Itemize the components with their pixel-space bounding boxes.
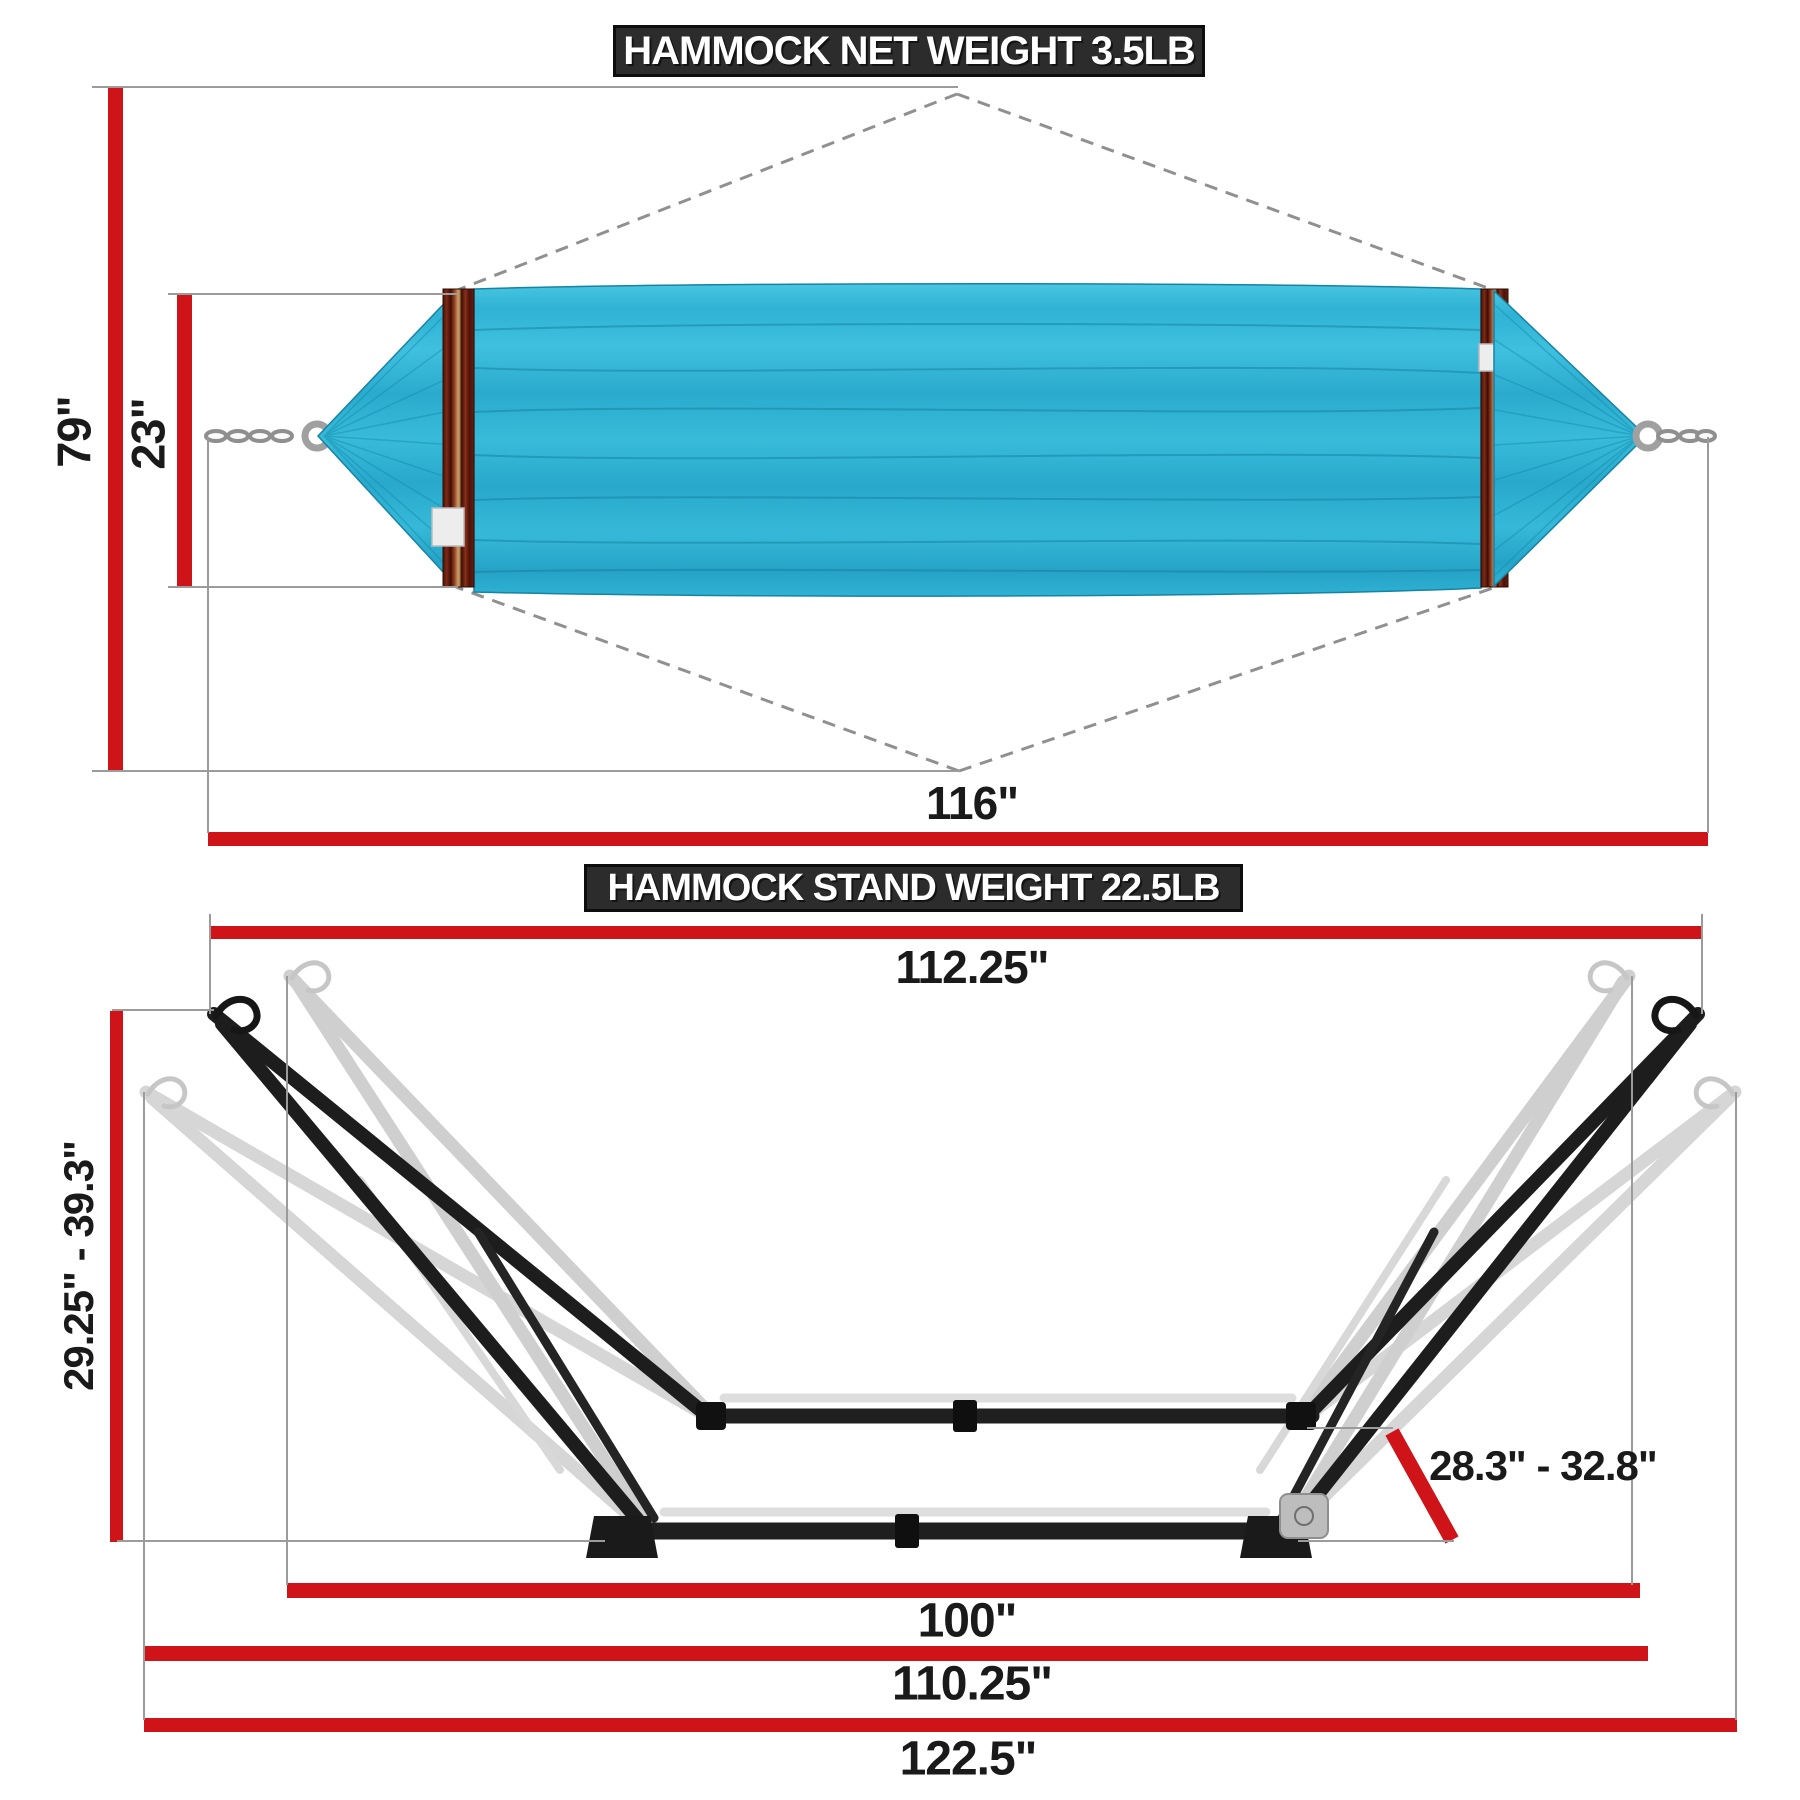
ref-line: [209, 914, 211, 1014]
ref-line: [1735, 1092, 1737, 1720]
ref-line: [1707, 437, 1709, 833]
hammock-stand-weight-title-text: HAMMOCK STAND WEIGHT 22.5LB: [607, 866, 1220, 909]
hammock-net-weight-title-text: HAMMOCK NET WEIGHT 3.5LB: [623, 28, 1195, 73]
dim-label-hook-span: 112.25": [895, 941, 1049, 993]
hammock-stand-weight-title: [584, 864, 1243, 912]
dim-label-middle-width: 110.25": [892, 1657, 1052, 1711]
ref-line: [1631, 976, 1633, 1585]
dim-label-inner-width: 100": [917, 1594, 1017, 1648]
care-tag-left: [432, 508, 464, 546]
dim-label-overall-width: 79": [47, 396, 101, 468]
dim-bar-outer-width: [144, 1718, 1737, 1732]
dim-bar-bed-width: [177, 295, 192, 588]
hammock-net-weight-title: [613, 25, 1205, 77]
ref-line: [117, 1540, 605, 1542]
ref-line: [286, 976, 288, 1585]
fabric-gather-right: [1494, 291, 1646, 586]
ref-line: [1298, 1540, 1454, 1542]
dim-bar-overall-length: [208, 832, 1708, 846]
ref-line: [1307, 1427, 1393, 1429]
ref-line: [207, 437, 209, 833]
dim-bar-hook-span: [210, 926, 1702, 939]
ref-line: [143, 1092, 145, 1720]
ref-line: [92, 770, 960, 772]
dim-label-bed-width: 23": [121, 398, 175, 470]
dim-label-overall-length: 116": [925, 777, 1019, 829]
dim-label-height-range: 29.25" - 39.3": [55, 1141, 102, 1391]
dim-label-outer-width: 122.5": [899, 1732, 1037, 1786]
dim-bar-height-range: [110, 1011, 123, 1542]
ref-line: [168, 293, 458, 295]
hanging-chain-left: [206, 431, 292, 441]
fabric-bed: [474, 284, 1481, 596]
ref-line: [92, 86, 958, 88]
dim-label-bed-height-range: 28.3" - 32.8": [1429, 1442, 1657, 1489]
ref-line: [112, 1009, 214, 1011]
hammock-illustration: [206, 284, 1715, 596]
ref-line: [168, 586, 458, 588]
ref-line: [1701, 914, 1703, 1014]
